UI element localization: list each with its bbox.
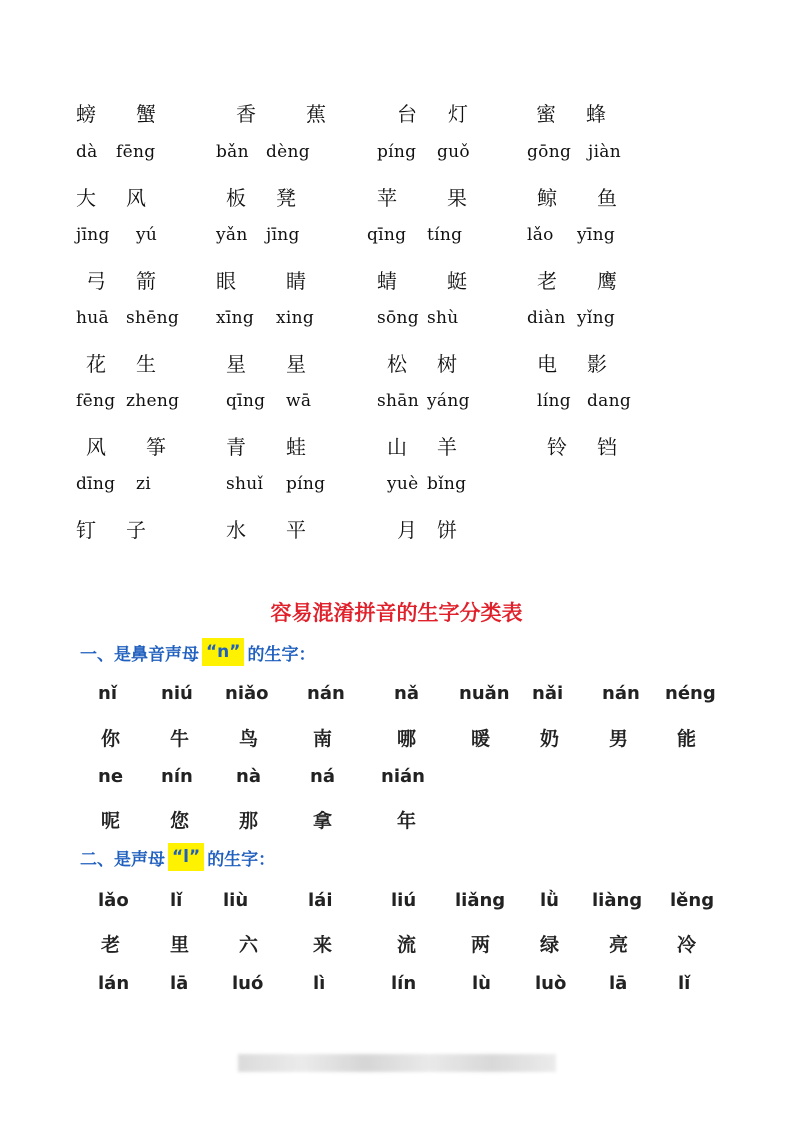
vocab-char: 蟹 [136,102,156,126]
vocab-pinyin: xīng [216,308,255,328]
vocab-char: 眼 [216,269,236,293]
vocab-row [0,182,793,212]
vocab-pinyin: shēng [126,308,180,328]
vocab-char: 香 [236,102,256,126]
vocab-char: 星 [226,352,246,376]
vocab-char: 筝 [146,435,166,459]
l-char: 来 [313,934,333,956]
n-char: 哪 [397,728,417,750]
page-title: 容易混淆拼音的生字分类表 [270,601,523,625]
vocab-char: 花 [86,352,106,376]
vocab-pinyin: shù [427,308,459,328]
vocab-char: 弓 [86,269,106,293]
n-char: 奶 [540,728,560,750]
n-char: 呢 [101,810,121,832]
n-pinyin: ná [310,766,335,787]
highlight-letter-l: “l” [168,843,204,871]
l-pinyin: lā [609,973,628,994]
vocab-char: 蜓 [447,269,467,293]
n-pinyin-row [0,683,793,713]
l-char: 老 [101,934,121,956]
l-pinyin: luó [232,973,264,994]
vocab-pinyin: guǒ [437,142,470,162]
vocab-char: 铛 [597,435,617,459]
n-char: 年 [397,810,417,832]
n-char: 那 [239,810,259,832]
vocab-pinyin: yuè [387,474,419,494]
vocab-char: 子 [126,518,146,542]
l-char: 流 [397,934,417,956]
vocab-char: 山 [387,435,407,459]
vocab-char: 果 [447,186,467,210]
vocab-row [0,225,793,255]
l-char: 六 [239,934,259,956]
vocab-char: 蛙 [286,435,306,459]
n-char: 牛 [170,728,190,750]
vocab-char: 灯 [448,102,468,126]
vocab-char: 松 [387,352,407,376]
l-pinyin: liú [391,890,417,911]
n-char-row [0,806,793,836]
vocab-pinyin: jiàn [588,142,621,162]
n-char: 能 [677,728,697,750]
n-pinyin: niú [161,683,193,704]
vocab-row [0,98,793,128]
section-heading-n [80,638,315,666]
vocab-char: 影 [587,352,607,376]
vocab-char: 蜻 [377,269,397,293]
vocab-char: 箭 [136,269,156,293]
l-pinyin: lǜ [540,890,559,911]
l-pinyin: lái [308,890,333,911]
vocab-char: 蕉 [306,102,326,126]
l-char-row [0,930,793,960]
n-pinyin: nán [307,683,345,704]
vocab-pinyin: qīng [367,225,407,245]
vocab-char: 饼 [437,518,457,542]
vocab-pinyin: dang [587,391,632,411]
highlight-letter-n: “n” [202,638,244,666]
vocab-row [0,514,793,544]
vocab-char: 鱼 [597,186,617,210]
vocab-pinyin: píng [377,142,417,162]
n-pinyin: nà [236,766,261,787]
vocab-char: 鲸 [537,186,557,210]
l-pinyin: lù [472,973,491,994]
blurred-footer-watermark [238,1054,556,1072]
n-char-row [0,724,793,754]
vocab-pinyin: dèng [266,142,310,162]
l-pinyin: liù [223,890,249,911]
l-pinyin: lán [98,973,130,994]
vocab-pinyin: bǎn [216,142,249,162]
n-char: 南 [313,728,333,750]
n-pinyin: niǎo [225,683,269,704]
vocab-pinyin: zheng [126,391,180,411]
vocab-char: 蜂 [586,102,606,126]
vocab-pinyin: dà [76,142,98,162]
vocab-char: 苹 [377,186,397,210]
section-heading-prefix: 二、是声母 [80,849,165,870]
l-char: 绿 [540,934,560,956]
vocab-char: 老 [537,269,557,293]
vocab-pinyin: fēng [76,391,116,411]
l-pinyin-row [0,890,793,920]
n-pinyin: nián [381,766,425,787]
vocab-char: 电 [537,352,557,376]
vocab-pinyin: fēng [116,142,156,162]
n-pinyin: nǎ [394,683,419,704]
vocab-row [0,265,793,295]
n-pinyin: nuǎn [459,683,510,704]
l-char: 亮 [609,934,629,956]
vocab-row [0,348,793,378]
vocab-row [0,308,793,338]
vocab-pinyin: shuǐ [226,474,264,494]
l-char: 两 [471,934,491,956]
l-pinyin-row [0,973,793,1003]
vocab-pinyin: jīng [266,225,300,245]
n-pinyin: ne [98,766,124,787]
vocab-char: 鹰 [597,269,617,293]
vocab-pinyin: shān [377,391,419,411]
n-char: 鸟 [239,728,259,750]
n-char: 你 [101,728,121,750]
l-pinyin: lǎo [98,890,129,911]
vocab-char: 水 [226,518,246,542]
l-pinyin: lín [391,973,417,994]
vocab-pinyin: diàn [527,308,566,328]
l-pinyin: lǐ [678,973,691,994]
vocab-row [0,391,793,421]
n-pinyin: nǐ [98,683,117,704]
l-char: 里 [170,934,190,956]
vocab-pinyin: gōng [527,142,572,162]
vocab-pinyin: bǐng [427,474,467,494]
vocab-pinyin: qīng [226,391,266,411]
vocab-char: 风 [86,435,106,459]
vocab-pinyin: sōng [377,308,419,328]
vocab-char: 睛 [286,269,306,293]
vocab-pinyin: líng [537,391,571,411]
vocab-char: 板 [226,186,246,210]
n-pinyin-row [0,766,793,796]
l-pinyin: lì [313,973,326,994]
vocab-char: 大 [76,186,96,210]
n-char: 您 [170,810,190,832]
vocab-pinyin: jīng [76,225,110,245]
vocab-row [0,142,793,172]
vocab-pinyin: tíng [427,225,463,245]
vocab-char: 生 [136,352,156,376]
n-pinyin: néng [665,683,716,704]
vocab-pinyin: xing [276,308,315,328]
vocab-char: 螃 [76,102,96,126]
vocab-pinyin: yīng [577,225,616,245]
vocab-char: 平 [286,518,306,542]
vocab-pinyin: dīng [76,474,116,494]
vocab-pinyin: yǎn [216,225,248,245]
n-char: 男 [609,728,629,750]
vocab-pinyin: píng [286,474,326,494]
l-pinyin: luò [535,973,567,994]
vocab-char: 月 [397,518,417,542]
vocab-pinyin: wā [286,391,312,411]
vocab-char: 钉 [76,518,96,542]
n-char: 暖 [471,728,491,750]
vocab-row [0,474,793,504]
section-heading-suffix: 的生字： [247,644,316,665]
l-pinyin: lǐ [170,890,183,911]
section-heading-prefix: 一、是鼻音声母 [80,644,199,665]
vocab-pinyin: zi [136,474,151,494]
n-pinyin: nán [602,683,640,704]
n-pinyin: nín [161,766,193,787]
n-char: 拿 [313,810,333,832]
vocab-pinyin: lǎo [527,225,554,245]
vocab-char: 星 [286,352,306,376]
vocab-char: 铃 [547,435,567,459]
l-char: 冷 [677,934,697,956]
vocab-char: 风 [126,186,146,210]
vocab-pinyin: yǐng [577,308,616,328]
vocab-char: 树 [437,352,457,376]
l-pinyin: lěng [670,890,715,911]
vocab-char: 青 [226,435,246,459]
n-pinyin: nǎi [532,683,564,704]
l-pinyin: liǎng [455,890,506,911]
vocab-pinyin: yáng [427,391,470,411]
vocab-char: 蜜 [536,102,556,126]
vocab-pinyin: yú [136,225,158,245]
vocab-char: 羊 [437,435,457,459]
vocab-pinyin: huā [76,308,109,328]
section-heading-suffix: 的生字： [207,849,276,870]
vocab-char: 台 [397,102,417,126]
section-heading-l [80,843,275,871]
l-pinyin: liàng [592,890,643,911]
vocab-char: 凳 [276,186,296,210]
l-pinyin: lā [170,973,189,994]
vocab-row [0,431,793,461]
